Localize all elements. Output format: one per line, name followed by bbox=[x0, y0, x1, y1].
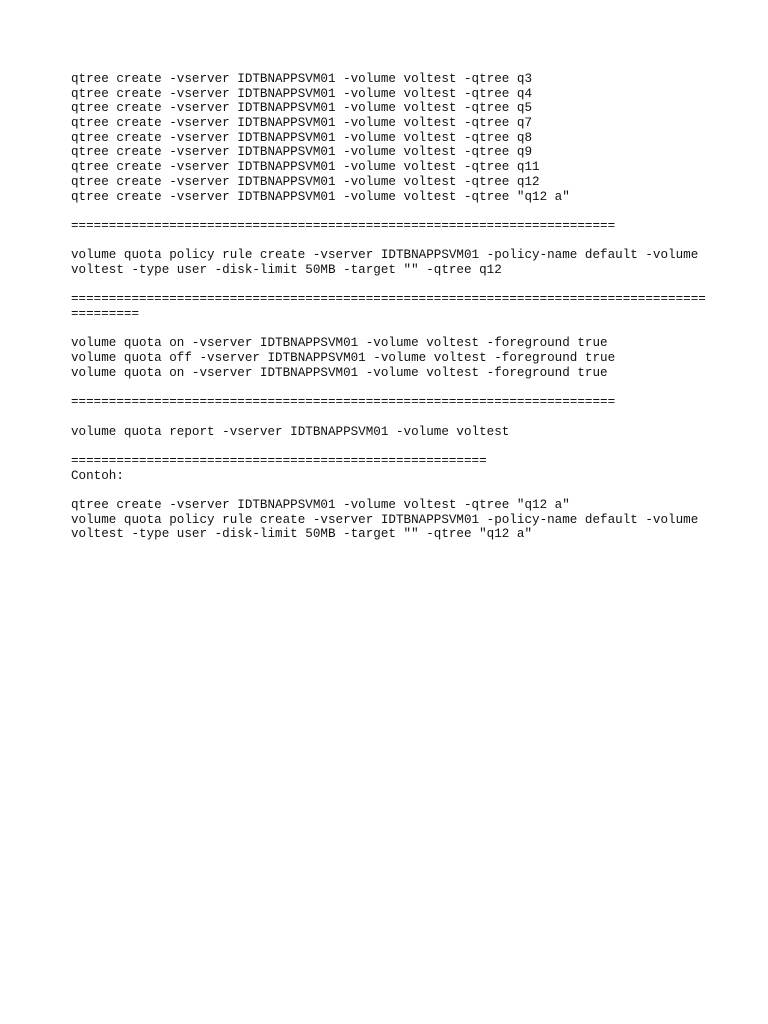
text-line: volume quota report -vserver IDTBNAPPSVM01 -volume voltest bbox=[71, 424, 510, 439]
text-line: volume quota off -vserver IDTBNAPPSVM01 -volume voltest -foreground true bbox=[71, 351, 616, 366]
text-line: qtree create -vserver IDTBNAPPSVM01 -volume voltest -qtree "q12 a" bbox=[71, 497, 570, 512]
text-line: qtree create -vserver IDTBNAPPSVM01 -volume voltest -qtree "q12 a" bbox=[71, 189, 570, 204]
text-line: volume quota on -vserver IDTBNAPPSVM01 -volume voltest -foreground true bbox=[71, 336, 608, 351]
text-line: qtree create -vserver IDTBNAPPSVM01 -volume voltest -qtree q5 bbox=[71, 101, 533, 116]
blank-line bbox=[71, 322, 731, 337]
separator-line: ======================================================= bbox=[71, 453, 487, 468]
blank-line bbox=[71, 234, 731, 249]
text-line: qtree create -vserver IDTBNAPPSVM01 -volume voltest -qtree q8 bbox=[71, 130, 533, 145]
text-line: volume quota policy rule create -vserver IDTBNAPPSVM01 -policy-name default -volume bbox=[71, 248, 699, 263]
text-line: qtree create -vserver IDTBNAPPSVM01 -volume voltest -qtree q11 bbox=[71, 160, 540, 175]
document-body bbox=[71, 72, 731, 542]
text-line: qtree create -vserver IDTBNAPPSVM01 -volume voltest -qtree q9 bbox=[71, 145, 533, 160]
blank-line bbox=[71, 278, 731, 293]
separator-line: ========= bbox=[71, 307, 140, 321]
blank-line bbox=[71, 483, 731, 498]
blank-line bbox=[71, 439, 731, 454]
text-line: volume quota policy rule create -vserver IDTBNAPPSVM01 -policy-name default -volume bbox=[71, 512, 699, 527]
separator-line: ==================================================================================== bbox=[71, 292, 706, 307]
blank-line bbox=[71, 380, 731, 395]
text-line: qtree create -vserver IDTBNAPPSVM01 -volume voltest -qtree q4 bbox=[71, 86, 533, 101]
blank-line bbox=[71, 204, 731, 219]
section-heading: Contoh: bbox=[71, 468, 124, 483]
text-line: voltest -type user -disk-limit 50MB -target "" -qtree q12 bbox=[71, 262, 502, 277]
text-line: volume quota on -vserver IDTBNAPPSVM01 -volume voltest -foreground true bbox=[71, 365, 608, 380]
text-line: qtree create -vserver IDTBNAPPSVM01 -volume voltest -qtree q12 bbox=[71, 174, 540, 189]
blank-line bbox=[71, 410, 731, 425]
separator-line: ======================================================================== bbox=[71, 218, 616, 233]
text-line: qtree create -vserver IDTBNAPPSVM01 -volume voltest -qtree q7 bbox=[71, 116, 533, 131]
text-line: voltest -type user -disk-limit 50MB -target "" -qtree "q12 a" bbox=[71, 527, 533, 542]
text-line: qtree create -vserver IDTBNAPPSVM01 -volume voltest -qtree q3 bbox=[71, 72, 533, 86]
separator-line: ======================================================================== bbox=[71, 395, 616, 410]
